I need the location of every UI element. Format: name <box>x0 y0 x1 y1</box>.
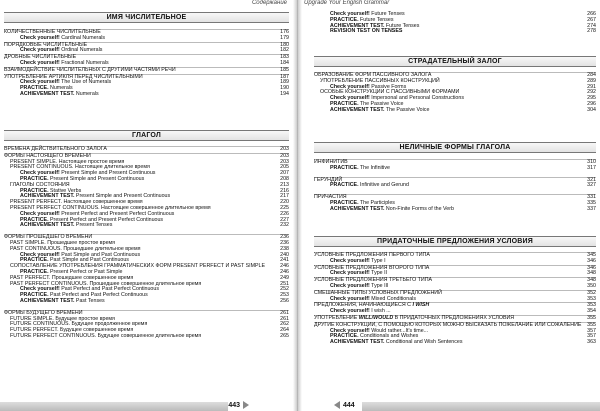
toc-entry-page: 203 <box>280 158 289 165</box>
toc-entry-page: 246 <box>280 268 289 275</box>
toc-entry-page: 346 <box>587 264 596 271</box>
toc-block <box>4 29 289 98</box>
toc-entry-page: 261 <box>280 309 289 316</box>
section-header <box>314 236 596 247</box>
toc-entry-title: ГЛАГОЛЫ СОСТОЯНИЯ <box>10 181 70 188</box>
toc-entry-page: 317 <box>587 164 596 171</box>
section-title: ИМЯ ЧИСЛИТЕЛЬНОЕ <box>106 14 187 21</box>
toc-entry-title: Check yourself! The Use of Numerals <box>20 79 112 86</box>
toc-entry-title: ACHIEVEMENT TEST. Numerals <box>20 90 99 97</box>
toc-entry-page: 251 <box>280 280 289 287</box>
toc-entry-page: 357 <box>587 333 596 340</box>
toc-entry-page: 266 <box>587 11 596 17</box>
page-number <box>228 401 249 409</box>
toc-entry-title: Check yourself! Mixed Conditionals <box>330 295 416 302</box>
toc-block <box>314 159 596 213</box>
toc-entry-page: 236 <box>280 234 289 241</box>
toc-entry-page: 179 <box>280 34 289 41</box>
toc-entry-title: PRACTICE. The Passive Voice <box>330 100 404 107</box>
toc-entry-page: 278 <box>587 28 596 35</box>
toc-entry-title: ACHIEVEMENT TEST. Future Tenses <box>330 22 420 29</box>
toc-entry-title: FUTURE PERFECT CONTINUOUS. Будущее совершенное длительное время <box>10 332 202 339</box>
toc-entry-page: 264 <box>280 327 289 334</box>
toc-entry-page: 217 <box>280 193 289 200</box>
triangle-right-icon <box>243 401 249 409</box>
toc-entry-page: 194 <box>280 90 289 97</box>
toc-entry-title: ИНФИНИТИВ <box>314 159 348 165</box>
toc-entry-title: ФОРМЫ НАСТОЯЩЕГО ВРЕМЕНИ <box>4 152 91 159</box>
page-number <box>334 401 355 409</box>
toc-entry-page: 354 <box>587 308 596 315</box>
toc-entry-page: 348 <box>587 270 596 277</box>
toc-entry-title: Check yourself! Cardinal Numerals <box>20 34 106 41</box>
toc-entry-page: 267 <box>587 16 596 23</box>
section-header <box>4 12 289 23</box>
toc-entry-title: ВРЕМЕНА ДЕЙСТВИТЕЛЬНОГО ЗАЛОГА <box>4 146 107 152</box>
toc-entry-title: ВЗАИМОДЕЙСТВИЕ ЧИСЛИТЕЛЬНЫХ С ДРУГИМИ ЧАСТЯМИ РЕЧИ <box>4 66 176 73</box>
toc-entry-title: ПРИЧАСТИЯ <box>314 194 347 201</box>
toc-entry-title: ОБРАЗОВАНИЕ ФОРМ ПАССИВНОГО ЗАЛОГА <box>314 72 432 78</box>
toc-entry-title: ACHIEVEMENT TEST. Past Tenses <box>20 297 105 304</box>
toc-entry-title: PRACTICE. Past Perfect and Past Perfect Continuous <box>20 292 148 299</box>
toc-entry-page: 226 <box>280 210 289 217</box>
page-footer-bar <box>362 402 600 411</box>
toc-entry-title: PAST PERFECT. Прошедшее совершенное время <box>10 274 134 281</box>
toc-entry-title: PRACTICE. Present Perfect and Present Perfect Continuous <box>20 216 164 223</box>
left-page <box>0 0 293 411</box>
toc-entry[interactable] <box>4 92 289 98</box>
section-title: СТРАДАТЕЛЬНЫЙ ЗАЛОГ <box>408 58 502 65</box>
toc-entry-title: REVISION TEST ON TENSES <box>330 28 403 35</box>
toc-entry[interactable] <box>314 166 596 172</box>
toc-entry-title: PRACTICE. Future Tenses <box>330 16 394 23</box>
toc-entry-title: ОСОБЫЕ КОНСТРУКЦИИ С ПАССИВНЫМИ ФОРМАМИ <box>320 89 460 96</box>
toc-entry-title: Check yourself! Past Perfect and Past Perfect Continuous <box>20 286 159 293</box>
toc-entry-page: 295 <box>587 95 596 102</box>
toc-entry-title: PRACTICE. Stative Verbs <box>20 187 82 194</box>
toc-entry-page: 335 <box>587 199 596 206</box>
toc-entry-title: Check yourself! Present Simple and Present Continuous <box>20 170 156 177</box>
toc-entry-title: PRACTICE. Infinitive and Gerund <box>330 182 409 189</box>
section-header <box>314 56 596 67</box>
toc-entry-title: Check yourself! Fractional Numerals <box>20 59 109 66</box>
toc-entry-page: 232 <box>280 222 289 229</box>
running-head: Upgrade Your English Grammar <box>304 0 390 6</box>
toc-entry-page: 207 <box>280 170 289 177</box>
right-page <box>302 0 600 411</box>
toc-entry[interactable] <box>314 340 596 346</box>
toc-entry-page: 304 <box>587 106 596 113</box>
toc-entry-page: 337 <box>587 205 596 212</box>
toc-entry-page: 348 <box>587 277 596 284</box>
toc-entry-page: 213 <box>280 181 289 188</box>
toc-entry-title: Check yourself! Type III <box>330 282 389 289</box>
toc-block <box>314 12 596 35</box>
toc-entry-title: PRACTICE. Numerals <box>20 85 73 92</box>
toc-entry-page: 183 <box>280 54 289 61</box>
toc-entry-title: Check yourself! Would rather...It's time... <box>330 327 429 334</box>
toc-entry-title: Check yourself! Passive Forms <box>330 83 407 90</box>
page-number-text: 444 <box>343 401 355 409</box>
toc-entry-page: 353 <box>587 295 596 302</box>
page-footer-bar <box>0 402 228 411</box>
toc-entry-title: УПОТРЕБЛЕНИЕ WILL/WOULD В ПРИДАТОЧНЫХ ПРЕДЛОЖЕНИЯХ УСЛОВИЯ <box>314 314 515 321</box>
toc-entry-page: 236 <box>280 239 289 246</box>
toc-block <box>314 252 596 346</box>
toc-entry-page: 355 <box>587 314 596 321</box>
section-header <box>314 142 596 153</box>
triangle-left-icon <box>334 401 340 409</box>
book-gutter <box>293 0 302 411</box>
toc-entry-page: 185 <box>280 66 289 73</box>
toc-entry-page: 180 <box>280 41 289 48</box>
toc-entry-page: 246 <box>280 263 289 270</box>
toc-entry-page: 345 <box>587 252 596 258</box>
toc-entry-title: ФОРМЫ ПРОШЕДШЕГО ВРЕМЕНИ <box>4 234 93 241</box>
toc-entry-title: УСЛОВНЫЕ ПРЕДЛОЖЕНИЯ ВТОРОГО ТИПА <box>314 264 430 271</box>
toc-entry-page: 252 <box>280 286 289 293</box>
toc-entry-page: 176 <box>280 29 289 35</box>
toc-entry-page: 241 <box>280 257 289 264</box>
toc-entry-title: УСЛОВНЫЕ ПРЕДЛОЖЕНИЯ ПЕРВОГО ТИПА <box>314 252 430 258</box>
toc-entry-page: 346 <box>587 257 596 264</box>
toc-entry-title: ACHIEVEMENT TEST. Present Tenses <box>20 222 113 229</box>
toc-block <box>314 72 596 114</box>
toc-entry-title: ФОРМЫ БУДУЩЕГО ВРЕМЕНИ <box>4 309 83 316</box>
toc-entry-title: PRESENT SIMPLE. Настоящее простое время <box>10 158 125 165</box>
toc-entry[interactable] <box>314 108 596 114</box>
toc-entry-page: 187 <box>280 73 289 80</box>
toc-entry[interactable] <box>4 223 289 229</box>
toc-entry-title: СОПОСТАВЛЕНИЕ УПОТРЕБЛЕНИЯ ГРАММАТИЧЕСКИХ ФОРМ PRESENT PERFECT И PAST SIMPLE <box>10 263 265 270</box>
toc-entry-title: КОЛИЧЕСТВЕННЫЕ ЧИСЛИТЕЛЬНЫЕ <box>4 29 101 35</box>
toc-entry-title: СМЕШАННЫЕ ТИПЫ УСЛОВНЫХ ПРЕДЛОЖЕНИЙ <box>314 289 442 296</box>
toc-entry-title: ПОРЯДКОВЫЕ ЧИСЛИТЕЛЬНЫЕ <box>4 41 88 48</box>
toc-entry-title: Check yourself! Impersonal and Personal Constructions <box>330 95 464 102</box>
toc-entry-title: Check yourself! Future Tenses <box>330 11 405 17</box>
toc-entry[interactable] <box>4 334 289 340</box>
toc-entry-page: 327 <box>587 182 596 189</box>
toc-entry-title: ПРЕДЛОЖЕНИЯ, НАЧИНАЮЩИЕСЯ С I WISH <box>314 302 430 309</box>
toc-entry-page: 184 <box>280 59 289 66</box>
toc-entry-title: PRESENT PERFECT CONTINUOUS. Настоящее совершенное длительное время <box>10 204 211 211</box>
toc-entry-page: 238 <box>280 245 289 252</box>
toc-entry-title: PAST PERFECT CONTINUOUS. Прошедшее совершенное длительное время <box>10 280 202 287</box>
section-title: НЕЛИЧНЫЕ ФОРМЫ ГЛАГОЛА <box>399 144 511 151</box>
section-title: ГЛАГОЛ <box>131 132 162 139</box>
toc-entry-page: 289 <box>587 77 596 84</box>
toc-entry-title: Check yourself! Past Simple and Past Continuous <box>20 251 141 258</box>
toc-entry-title: ДРОБНЫЕ ЧИСЛИТЕЛЬНЫЕ <box>4 54 77 61</box>
toc-entry-title: ACHIEVEMENT TEST. Conditional and Wish Sentences <box>330 339 463 346</box>
toc-entry[interactable] <box>314 207 596 213</box>
toc-entry-page: 256 <box>280 297 289 304</box>
toc-entry-title: FUTURE PERFECT. Будущее совершенное время <box>10 327 134 334</box>
toc-entry-page: 350 <box>587 282 596 289</box>
toc-entry-page: 262 <box>280 321 289 328</box>
toc-entry-page: 227 <box>280 216 289 223</box>
toc-entry-page: 261 <box>280 315 289 322</box>
toc-entry-title: Check yourself! Type II <box>330 270 388 277</box>
toc-block <box>4 146 289 340</box>
toc-entry-title: FUTURE CONTINUOUS. Будущее продолженное время <box>10 321 148 328</box>
toc-entry-title: Check yourself! I wish ... <box>330 308 391 315</box>
toc-entry-title: PRACTICE. Present Perfect or Past Simple <box>20 268 123 275</box>
toc-entry-title: PRACTICE. The Infinitive <box>330 164 390 171</box>
toc-entry-title: ГЕРУНДИЙ <box>314 176 343 183</box>
toc-entry-page: 240 <box>280 251 289 258</box>
toc-entry-page: 208 <box>280 175 289 182</box>
toc-entry-page: 321 <box>587 176 596 183</box>
section-header <box>4 130 289 141</box>
toc-entry-page: 296 <box>587 100 596 107</box>
toc-entry[interactable] <box>314 315 596 322</box>
toc-entry-title: PAST SIMPLE. Прошедшее простое время <box>10 239 116 246</box>
toc-entry-page: 291 <box>587 83 596 90</box>
toc-entry-title: FUTURE SIMPLE. Будущее простое время <box>10 315 115 322</box>
toc-entry-title: PAST CONTINUOUS. Прошедшее длительное время <box>10 245 141 252</box>
toc-entry-title: PRACTICE. Past Simple and Past Continuous <box>20 257 129 264</box>
toc-entry-page: 190 <box>280 85 289 92</box>
toc-entry-page: 182 <box>280 47 289 54</box>
toc-entry-title: PRACTICE. The Participles <box>330 199 395 206</box>
toc-entry-page: 352 <box>587 289 596 296</box>
toc-entry-page: 284 <box>587 72 596 78</box>
toc-entry-title: ACHIEVEMENT TEST. Non-Finite Forms of the Verb <box>330 205 454 212</box>
toc-entry-title: УПОТРЕБЛЕНИЕ ПАССИВНЫХ КОНСТРУКЦИЙ <box>320 77 440 84</box>
toc-entry-title: Check yourself! Present Perfect and Present Perfect Continuous <box>20 210 175 217</box>
toc-entry-title: PRACTICE. Conditionals and Wishes <box>330 333 419 340</box>
toc-entry-title: УПОТРЕБЛЕНИЕ АРТИКЛЯ ПЕРЕД ЧИСЛИТЕЛЬНЫМИ <box>4 73 143 80</box>
toc-entry-page: 203 <box>280 152 289 159</box>
toc-entry-title: PRACTICE. Present Simple and Present Continuous <box>20 175 145 182</box>
toc-entry-page: 265 <box>280 332 289 339</box>
toc-entry-page: 310 <box>587 159 596 165</box>
toc-entry-page: 253 <box>280 292 289 299</box>
toc-entry[interactable] <box>314 183 596 189</box>
toc-entry-page: 292 <box>587 89 596 96</box>
toc-entry-title: PRESENT CONTINUOUS. Настоящее длительное время <box>10 164 150 171</box>
toc-entry-title: Check yourself! Ordinal Numerals <box>20 47 103 54</box>
toc-entry-page: 216 <box>280 187 289 194</box>
toc-entry-page: 363 <box>587 339 596 346</box>
toc-entry[interactable] <box>4 146 289 153</box>
toc-entry-page: 203 <box>280 146 289 152</box>
toc-entry-page: 220 <box>280 199 289 206</box>
toc-entry-page: 357 <box>587 327 596 334</box>
toc-entry[interactable] <box>4 299 289 305</box>
running-head: Содержание <box>251 0 287 6</box>
page-number-text: 443 <box>228 401 240 409</box>
toc-entry[interactable] <box>4 67 289 74</box>
section-title: ПРИДАТОЧНЫЕ ПРЕДЛОЖЕНИЯ УСЛОВИЯ <box>377 238 533 245</box>
toc-entry-title: ACHIEVEMENT TEST. The Passive Voice <box>330 106 430 113</box>
toc-entry-page: 331 <box>587 194 596 201</box>
toc-entry-title: Check yourself! Type I <box>330 257 386 264</box>
toc-entry-page: 189 <box>280 79 289 86</box>
toc-entry-page: 249 <box>280 274 289 281</box>
toc-entry-title: ACHIEVEMENT TEST. Present Simple and Present Continuous <box>20 193 171 200</box>
toc-entry-page: 353 <box>587 302 596 309</box>
toc-entry-title: PRESENT PERFECT. Настоящее совершенное время <box>10 199 143 206</box>
toc-entry[interactable] <box>314 29 596 35</box>
toc-entry-title: ДРУГИЕ КОНСТРУКЦИИ, С ПОМОЩЬЮ КОТОРЫХ МОЖНО ВЫСКАЗАТЬ ПОЖЕЛАНИЕ ИЛИ СОЖАЛЕНИЕ <box>314 321 582 328</box>
toc-entry-page: 274 <box>587 22 596 29</box>
toc-entry-title: УСЛОВНЫЕ ПРЕДЛОЖЕНИЯ ТРЕТЬЕГО ТИПА <box>314 277 433 284</box>
toc-entry-page: 205 <box>280 164 289 171</box>
toc-entry-page: 355 <box>587 321 596 328</box>
toc-entry-page: 225 <box>280 204 289 211</box>
